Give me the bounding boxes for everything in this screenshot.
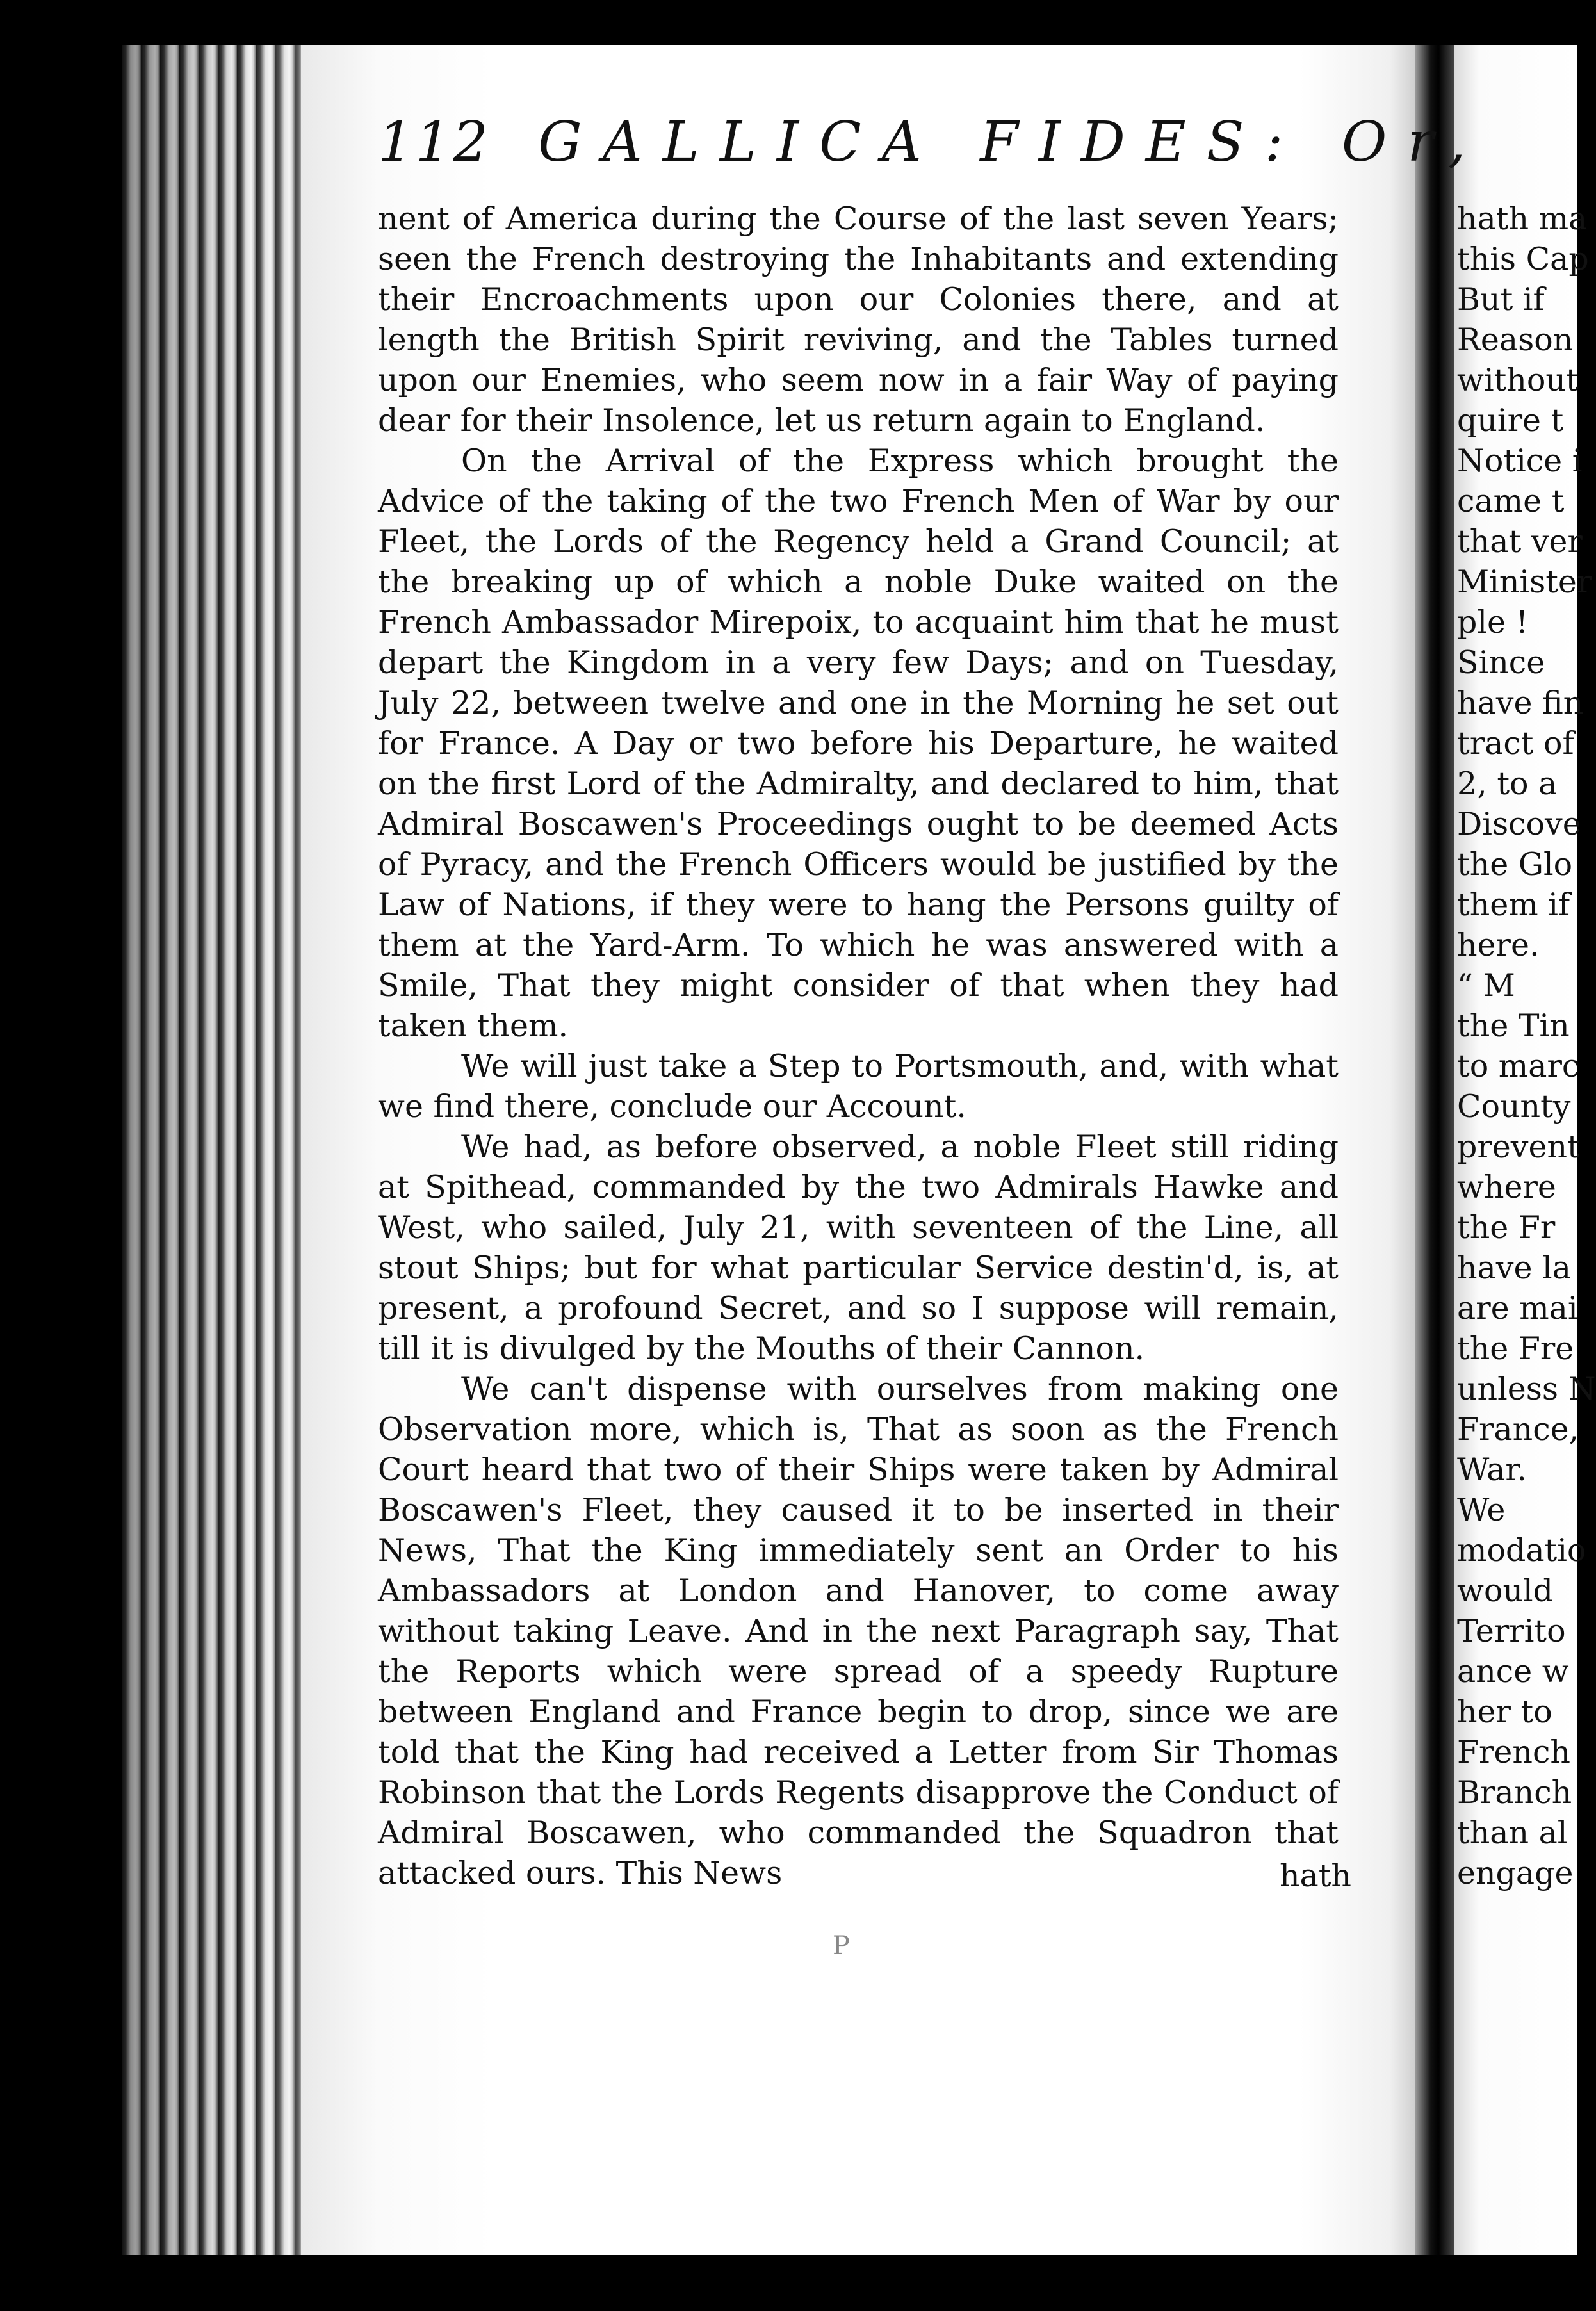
right-page-line: ple ! <box>1457 604 1529 641</box>
right-page-line: But if <box>1457 281 1545 318</box>
paragraph-1: nent of America during the Course of the last seven Years; seen the French destroying the Inhabitants and extending their Encroachments upon our Colonies there, and at length the British Spirit reviving, and the Tables turned upon our Enemies, who seem now in a fair Way of paying dear for their Insolence, let us return again to England. <box>378 200 1339 439</box>
right-page-line: where <box>1457 1169 1556 1205</box>
right-page-line: hath ma <box>1457 200 1588 237</box>
catchword: hath <box>1279 1858 1351 1894</box>
running-title: GALLICA FIDES: Or, <box>538 110 1486 174</box>
paragraph-4: We had, as before observed, a noble Fleet still riding at Spithead, commanded by the two Admirals Hawke and West, who sailed, July 21, with seventeen of the Line, all stout Ships; but for what particular Service destin'd, is, at present, a profound Secret, and so I suppose will remain, till it is divulged by the Mouths of their Cannon. <box>378 1129 1339 1367</box>
right-page-line: County <box>1457 1088 1571 1125</box>
scan-border-bottom <box>0 2255 1581 2311</box>
right-page-line: engage <box>1457 1855 1574 1891</box>
right-page-line: Since <box>1457 644 1545 681</box>
right-page-line: Notice i <box>1457 443 1583 479</box>
scan-border-left <box>0 0 122 2311</box>
right-page-line: here. <box>1457 927 1540 963</box>
paragraph-2: On the Arrival of the Express which brought the Advice of the taking of the two French Men of War by our Fleet, the Lords of the Regency held a Grand Council; at the breaking up of which a noble Duke waited on the French Ambassador Mirepoix, to acquaint him that he must depart the Kingdom in a very few Days; and on Tuesday, July 22, between twelve and one in the Morning he set out for France. A Day or two before his Departure, he waited on the first Lord of the Admiralty, and declared to him, that Admiral Boscawen's Proceedings ought to be deemed Acts of Pyracy, and the French Officers would be justified by the Law of Nations, if they were to hang the Persons guilty of them at the Yard-Arm. To which he was answered with a Smile, That they might consider of that when they had taken them. <box>378 443 1339 1044</box>
right-page-line: 2, to a <box>1457 765 1558 802</box>
right-page-line: the Tin <box>1457 1008 1570 1044</box>
right-page-line: We <box>1457 1492 1506 1528</box>
right-page-line: Reason <box>1457 322 1574 358</box>
right-page-line: France, <box>1457 1411 1579 1448</box>
right-page-line: are mai <box>1457 1290 1578 1327</box>
right-page-line: Branch <box>1457 1774 1572 1811</box>
paragraph-5: We can't dispense with ourselves from making one Observation more, which is, That as soon as the French Court heard that two of their Ships were taken by Admiral Boscawen's Fleet, they caused it to be inserted in their News, That the King immediately sent an Order to his Ambassadors at London and Hanover, to come away without taking Leave. And in the next Paragraph say, That the Reports which were spread of a speedy Rupture between England and France begin to drop, since we are told that the King had received a Letter from Sir Thomas Robinson that the Lords Regents disapprove the Conduct of Admiral Boscawen, who commanded the Squadron that attacked ours. This News <box>378 1371 1339 1891</box>
right-page-line: Territo <box>1457 1613 1566 1649</box>
right-page-text <box>1457 199 1596 1992</box>
scan-border-top <box>0 0 1581 45</box>
right-page-line: this Cap <box>1457 241 1589 277</box>
book-gutter <box>1415 45 1454 2255</box>
book-page-edges <box>122 45 327 2255</box>
right-page-line: French <box>1457 1734 1570 1770</box>
right-page-line: without <box>1457 362 1579 398</box>
right-page-line: would <box>1457 1572 1554 1609</box>
page-number: 112 <box>378 110 491 174</box>
running-head <box>378 110 1486 187</box>
right-page-line: ance w <box>1457 1653 1569 1690</box>
right-page-line: War. <box>1457 1451 1527 1488</box>
signature-mark: P <box>833 1931 850 1961</box>
right-page-line: have la <box>1457 1250 1571 1286</box>
right-page-line: prevent <box>1457 1129 1580 1165</box>
right-page-line: them if <box>1457 886 1570 923</box>
right-page-line: the Fre <box>1457 1330 1574 1367</box>
right-page-line: “ M <box>1457 967 1515 1004</box>
right-page-line: Minister <box>1457 564 1592 600</box>
right-page-line: came t <box>1457 483 1565 519</box>
right-page-line: unless N <box>1457 1371 1596 1407</box>
right-page-line: quire t <box>1457 402 1564 439</box>
right-page-line: the Glo <box>1457 846 1573 883</box>
right-page-line: the Fr <box>1457 1209 1556 1246</box>
right-page-line: that ver <box>1457 523 1583 560</box>
right-page-line: to marc <box>1457 1048 1580 1084</box>
body-text <box>378 199 1339 2216</box>
right-page-line: than al <box>1457 1815 1568 1851</box>
right-page-line: have fin <box>1457 685 1584 721</box>
right-page-line: tract of <box>1457 725 1574 762</box>
right-page-line: Discove <box>1457 806 1581 842</box>
right-page-line: her to <box>1457 1694 1552 1730</box>
paragraph-3: We will just take a Step to Portsmouth, and, with what we find there, conclude our Account. <box>378 1048 1339 1125</box>
right-page-line: modatio <box>1457 1532 1586 1569</box>
